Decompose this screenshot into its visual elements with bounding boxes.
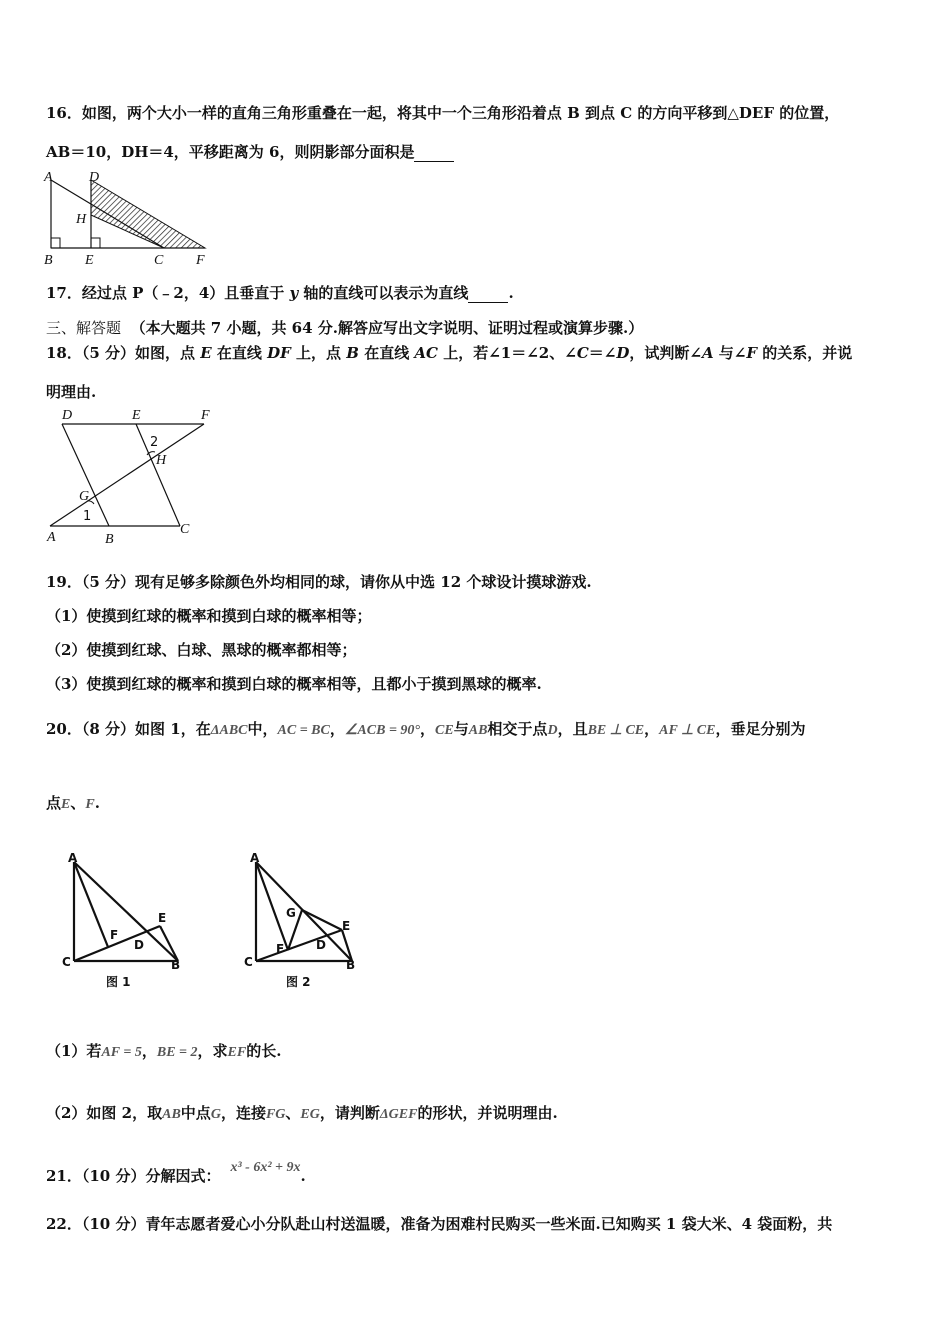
q20-f2-label-d: D [316,938,326,952]
q20-f1-label-c: C [62,955,71,969]
q16-figure [40,168,220,268]
q18-figure [44,405,224,545]
q20-t8: ， [644,720,660,738]
q18-v-f: F [746,344,758,362]
q20-f1-label-a: A [68,851,78,865]
q18-v-ac: AC [414,344,438,362]
q20-t3: ， [329,720,345,738]
q18-t7: ，试判断∠ [629,344,702,362]
q18-v-a: A [701,344,714,362]
q20-m-abc: ΔABC [210,723,248,738]
q20-m4: AB [468,723,488,738]
q20-f2-label-f: F [276,942,285,956]
q20-f1-caption: 图 1 [106,975,131,989]
q16-label-a: A [44,170,53,185]
q20-f2-label-a: A [250,851,260,865]
q19-part3: （3）使摸到红球的概率和摸到白球的概率相等，且都小于摸到黑球的概率. [46,675,542,693]
q16-label-d: D [89,170,100,185]
q18-v-b: B [346,344,359,362]
q20-m6: BE ⊥ CE [587,723,645,738]
q20-l2-t3: . [94,794,100,812]
q20-p2-m1: AB [162,1107,181,1122]
q20-m3: CE [435,723,454,738]
q20-figure-2 [238,850,368,995]
q17-y: y [289,284,299,302]
q19-part2: （2）使摸到红球、白球、黑球的概率都相等； [46,641,357,659]
q18-label-angle2: 2 [150,435,159,450]
q20-p1-m1: AF = 5 [101,1045,142,1060]
q20-p1-t2: ， [141,1042,157,1060]
q18-t9: 的关系，并说 [757,344,853,362]
q20-m1: AC = BC [277,723,330,738]
q16-line2-text: AB＝10，DH＝4，平移距离为 6，则阴影部分面积是 [46,143,415,161]
q20-p1-t3: ，求 [197,1042,228,1060]
q18-label-angle1: 1 [83,509,92,524]
q20-p1-m3: EF [227,1045,247,1060]
q16-answer-blank [414,143,454,162]
q20-line2 [46,792,100,813]
q18-t6: ＝∠ [588,344,617,362]
q20-p1-t4: 的长. [246,1042,282,1060]
q20-f2-label-e: E [342,919,351,933]
q20-t6: 相交于点 [487,720,548,738]
q21-text: 21．（10 分）分解因式： [46,1167,221,1185]
q20-p2-t6: 的形状，并说明理由. [417,1104,558,1122]
q20-f2-label-g: G [286,906,296,920]
q18-t4: 在直线 [358,344,415,362]
q17-post: 轴的直线可以表示为直线 [298,284,469,302]
q18-t5: 上，若∠1＝∠2、∠ [438,344,577,362]
q20-f2-label-b: B [346,958,356,972]
q20-t2: 中， [247,720,278,738]
q20-m2: ∠ACB = 90° [344,723,421,738]
q17-line [46,282,514,303]
q20-figure-1 [58,850,188,995]
q18-label-g: G [79,489,90,504]
q21-expression: x³ - 6x² + 9x [230,1160,301,1175]
q18-v-d: D [616,344,630,362]
q20-p2-m2: G [210,1107,221,1122]
q22-line: 22．（10 分）青年志愿者爱心小分队赴山村送温暖，准备为困难村民购买一些米面.已知购买 1 袋大米、4 袋面粉，共 [46,1215,833,1233]
q18-label-h: H [156,453,167,468]
q20-f1-label-e: E [158,911,167,925]
q21-line [46,1160,306,1186]
q20-p2-m3: FG [265,1107,286,1122]
q20-p2-m5: ΔGEF [379,1107,418,1122]
q19-stem: 19．（5 分）现有足够多除颜色外均相同的球，请你从中选 12 个球设计摸球游戏. [46,573,592,591]
q18-label-a: A [47,530,56,545]
q20-m5: D [547,723,558,738]
q16-label-c: C [154,253,164,268]
q17-pre: 17．经过点 P（﹣2，4）且垂直于 [46,284,290,302]
q16-line1: 16．如图，两个大小一样的直角三角形重叠在一起，将其中一个三角形沿着点 B 到点 C 的方向平移到△DEF 的位置， [46,104,840,122]
q20-f1-label-d: D [134,938,144,952]
q18-label-c: C [180,522,190,537]
q20-p2-t4: 、 [285,1104,301,1122]
q20-t7: ，且 [557,720,588,738]
q20-line1 [46,718,805,739]
q18-line1 [46,342,852,363]
q18-t3: 上，点 [290,344,347,362]
q20-t4: ， [420,720,436,738]
q16-label-e: E [85,253,94,268]
q20-f1-label-f: F [110,928,119,942]
q20-m7: AF ⊥ CE [659,723,716,738]
q20-part2 [46,1102,558,1123]
q18-line2: 明理由. [46,383,97,401]
q18-label-d: D [62,408,73,423]
q18-t1: 18．（5 分）如图，点 [46,344,201,362]
q18-label-e: E [132,408,141,423]
q18-t8: 与∠ [713,344,747,362]
q18-v-e: E [200,344,212,362]
q18-v-df: DF [267,344,291,362]
q19-part1: （1）使摸到红球的概率和摸到白球的概率相等； [46,607,372,625]
q20-part1 [46,1040,281,1061]
q20-f1-label-b: B [171,958,181,972]
section-3-heading [46,317,643,338]
q16-label-f: F [196,253,205,268]
q20-p2-t2: 中点 [180,1104,211,1122]
q16-line2 [46,141,454,162]
q16-label-b: B [44,253,53,268]
q20-f2-caption: 图 2 [286,975,311,989]
q20-f2-label-c: C [244,955,253,969]
q18-label-b: B [105,532,114,547]
section-3-note: （本大题共 7 小题，共 64 分.解答应写出文字说明、证明过程或演算步骤.） [130,319,644,337]
q18-t2: 在直线 [211,344,268,362]
q21-end: . [300,1167,306,1185]
q20-l2-t2: 、 [70,794,86,812]
q20-p2-t1: （2）如图 2，取 [46,1104,163,1122]
q20-p1-m2: BE = 2 [156,1045,198,1060]
q20-p2-m4: EG [300,1107,320,1122]
q17-end: . [508,284,514,302]
q20-t5: 与 [453,720,469,738]
q20-t1: 20．（8 分）如图 1，在 [46,720,211,738]
q20-p1-t1: （1）若 [46,1042,102,1060]
q17-answer-blank [468,284,508,303]
q18-v-c: C [576,344,589,362]
q20-l2-e: E [61,797,71,812]
q20-t9: ，垂足分别为 [715,720,806,738]
q18-label-f: F [201,408,210,423]
q20-l2-f: F [85,797,95,812]
q20-p2-t5: ，请判断 [319,1104,380,1122]
q20-l2-t1: 点 [46,794,62,812]
q16-label-h: H [76,212,87,227]
q20-p2-t3: ，连接 [220,1104,266,1122]
section-3-title: 三、解答题 [46,319,122,337]
